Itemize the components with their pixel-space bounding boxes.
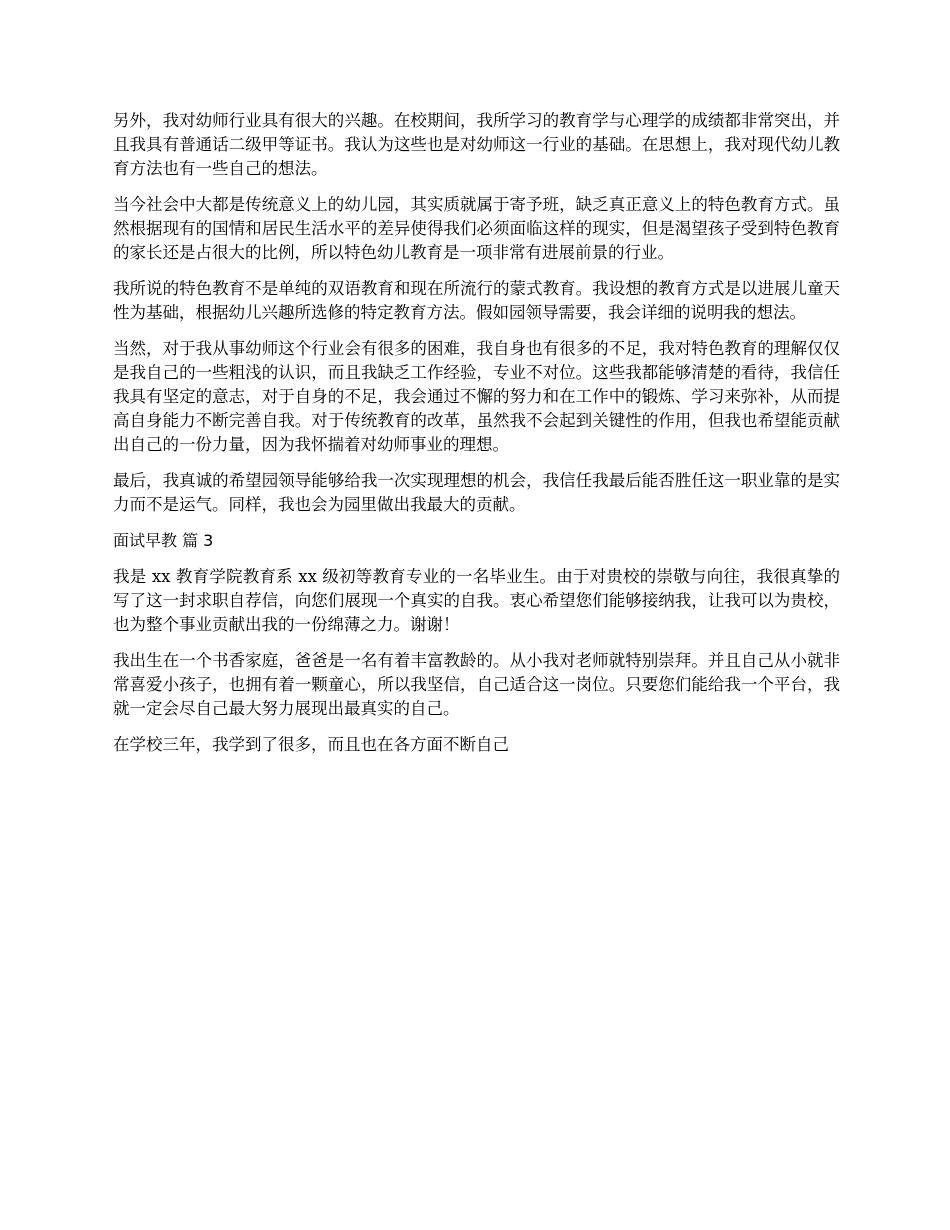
- paragraph: 在学校三年，我学到了很多，而且也在各方面不断自己: [113, 735, 509, 754]
- paragraph: 我是 xx 教育学院教育系 xx 级初等教育专业的一名毕业生。由于对贵校的崇敬与向往，我很真挚的写了这一封求职自荐信，向您们展现一个真实的自我。衷心希望您们能够接纳我，让我可以为贵校，也为整个事业贡献出我的一份绵薄之力。谢谢！: [113, 567, 840, 634]
- paragraph: 我所说的特色教育不是单纯的双语教育和现在所流行的蒙式教育。我设想的教育方式是以进展儿童天性为基础，根据幼儿兴趣所选修的特定教育方法。假如园领导需要，我会详细的说明我的想法。: [113, 279, 840, 322]
- paragraph: 另外，我对幼师行业具有很大的兴趣。在校期间，我所学习的教育学与心理学的成绩都非常突出，并且我具有普通话二级甲等证书。我认为这些也是对幼师这一行业的基础。在思想上，我对现代幼儿教育方法也有一些自己的想法。: [113, 111, 840, 178]
- paragraph: 我出生在一个书香家庭，爸爸是一名有着丰富教龄的。从小我对老师就特别崇拜。并且自己从小就非常喜爱小孩子，也拥有着一颗童心，所以我坚信，自己适合这一岗位。只要您们能给我一个平台，我就一定会尽自己最大努力展现出最真实的自己。: [113, 651, 840, 718]
- paragraph: 当然，对于我从事幼师这个行业会有很多的困难，我自身也有很多的不足，我对特色教育的理解仅仅是我自己的一些粗浅的认识，而且我缺乏工作经验，专业不对位。这些我都能够清楚的看待，我信任我具有坚定的意志，对于自身的不足，我会通过不懈的努力和在工作中的锻炼、学习来弥补，从而提高自身能力不断完善自我。对于传统教育的改革，虽然我不会起到关键性的作用，但我也希望能贡献出自己的一份力量，因为我怀揣着对幼师事业的理想。: [113, 339, 840, 454]
- section-heading: 面试早教 篇 3: [113, 531, 214, 550]
- paragraph: 最后，我真诚的希望园领导能够给我一次实现理想的机会，我信任我最后能否胜任这一职业靠的是实力而不是运气。同样，我也会为园里做出我最大的贡献。: [113, 471, 840, 514]
- document-page: [113, 109, 840, 769]
- paragraph: 当今社会中大都是传统意义上的幼儿园，其实质就属于寄予班，缺乏真正意义上的特色教育方式。虽然根据现有的国情和居民生活水平的差异使得我们必须面临这样的现实，但是渴望孩子受到特色教育的家长还是占很大的比例，所以特色幼儿教育是一项非常有进展前景的行业。: [113, 195, 840, 262]
